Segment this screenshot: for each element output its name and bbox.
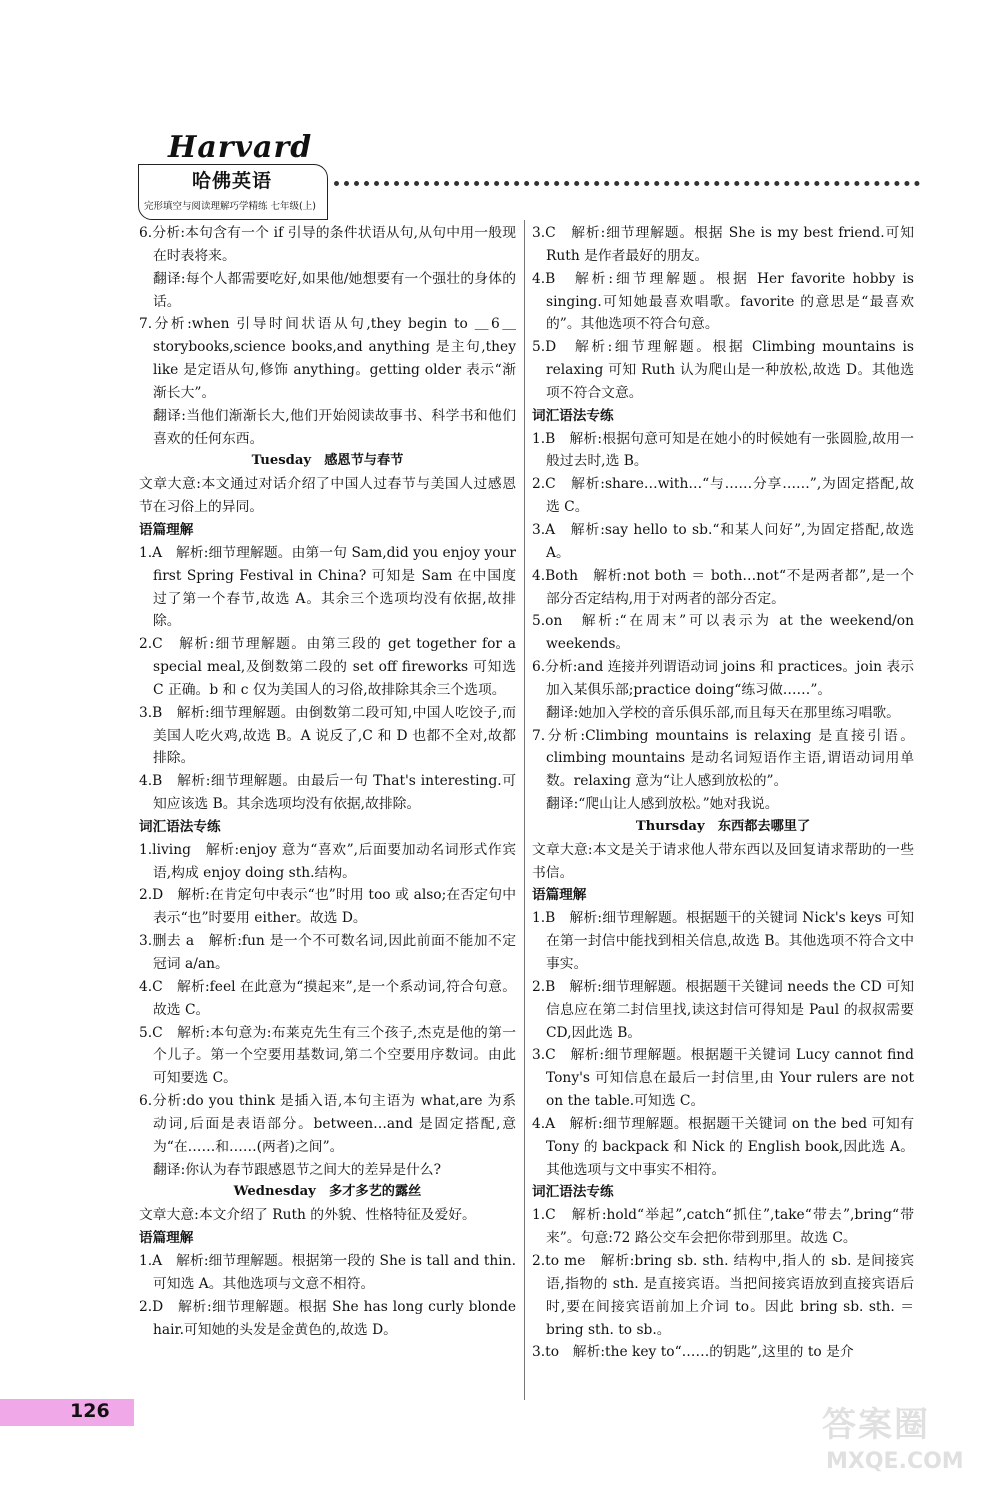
answer-item: 4.B 解析:细节理解题。由最后一句 That's interesting.可知应该选 B。其余选项均没有依据,故排除。 <box>139 773 516 813</box>
book-subtitle: 完形填空与阅读理解巧学精练 七年级(上) <box>144 201 316 212</box>
answer-item: 4.C 解析:feel 在此意为“摸起来”,是一个系动词,符合句意。故选 C。 <box>139 978 516 1018</box>
answer-item: 3.B 解析:细节理解题。由倒数第二段可知,中国人吃饺子,而美国人吃火鸡,故选 B。A 说反了,C 和 D 也都不全对,故都排除。 <box>139 704 516 767</box>
watermark-logo <box>822 1397 992 1489</box>
answer-item: 3.to 解析:the key to“……的钥匙”,这里的 to 是介 <box>532 1344 854 1361</box>
answer-item: 3.A 解析:say hello to sb.“和某人问好”,为固定搭配,故选 A。 <box>532 521 914 561</box>
page-number: 126 <box>70 1400 110 1422</box>
section-heading: 语篇理解 <box>139 1230 194 1247</box>
harvard-logo <box>138 128 328 220</box>
answer-item: 2.D 解析:在肯定句中表示“也”时用 too 或 also;在否定句中表示“也”时要用 either。故选 D。 <box>139 887 516 927</box>
page-number-badge <box>0 1399 134 1426</box>
answer-item: 2.D 解析:细节理解题。根据 She has long curly blonde hair.可知她的头发是金黄色的,故选 D。 <box>139 1298 516 1338</box>
answer-item: 1.living 解析:enjoy 意为“喜欢”,后面要加动名词形式作宾语,构成 enjoy doing sth.结构。 <box>139 841 516 881</box>
translation-note: 翻译:你认为春节跟感恩节之间大的差异是什么? <box>153 1161 441 1178</box>
answer-item: 7.分析:Climbing mountains is relaxing 是直接引语。climbing mountains 是动名词短语作主语,谓语动词用单数。relaxing 意为“让人感到放松的”。 <box>532 727 914 790</box>
day-heading: Thursday 东西都去哪里了 <box>635 818 811 834</box>
answer-item: 2.C 解析:细节理解题。由第三段的 get together for a special meal,及倒数第二段的 set off fireworks 可知选 C 正确。b 和 c 仅为美国人的习俗,故排除其余三个选项。 <box>139 636 516 698</box>
right-column <box>532 222 914 1364</box>
summary-paragraph: 文章大意:本文介绍了 Ruth 的外貌、性格特征及爱好。 <box>139 1207 476 1224</box>
answer-item: 1.A 解析:细节理解题。根据第一段的 She is tall and thin.可知选 A。其他选项与文意不相符。 <box>139 1252 516 1292</box>
answer-item: 1.B 解析:根据句意可知是在她小的时候她有一张圆脸,故用一般过去时,选 B。 <box>532 430 914 470</box>
header-dotted-rule <box>334 178 920 186</box>
answer-item: 5.on 解析:“在周末”可以表示为 at the weekend/on weekends。 <box>532 613 914 653</box>
answer-item: 7.分析:when 引导时间状语从句,they begin to ＿6＿ storybooks,science books,and anything 是主句,they like 是定语从句,修饰 anything。getting older 表示“渐渐长大”。 <box>139 316 516 401</box>
answer-item: 2.C 解析:share…with…“与……分享……”,为固定搭配,故选 C。 <box>532 476 914 516</box>
answer-item: 4.A 解析:细节理解题。根据题干关键词 on the bed 可知有 Tony 的 backpack 和 Nick 的 English book,因此选 A。其他选项与文中事实不相符。 <box>532 1115 914 1178</box>
answer-item: 6.分析:do you think 是插入语,本句主语为 what,are 为系动词,后面是表语部分。between…and 是固定搭配,意为“在……和……(两者)之间”。 <box>139 1093 516 1155</box>
section-heading: 词汇语法专练 <box>139 818 221 835</box>
answer-item: 6.分析:本句含有一个 if 引导的条件状语从句,从句中用一般现在时表将来。 <box>139 225 516 264</box>
section-heading: 词汇语法专练 <box>532 407 614 424</box>
translation-note: 翻译:当他们渐渐长大,他们开始阅读故事书、科学书和他们喜欢的任何东西。 <box>153 407 516 447</box>
left-column <box>139 222 516 1341</box>
summary-paragraph: 文章大意:本文通过对话介绍了中国人过春节与美国人过感恩节在习俗上的异同。 <box>139 476 516 516</box>
translation-note: 翻译:“爬山让人感到放松。”她对我说。 <box>546 796 779 813</box>
day-heading: Tuesday 感恩节与春节 <box>251 453 404 469</box>
brand-cn: 哈佛英语 <box>192 170 273 192</box>
column-divider <box>524 220 525 1400</box>
watermark-top: 答案圈 <box>822 1405 930 1445</box>
translation-note: 翻译:每个人都需要吃好,如果他/她想要有一个强壮的身体的话。 <box>153 270 516 310</box>
section-heading: 词汇语法专练 <box>532 1184 614 1201</box>
section-heading: 语篇理解 <box>139 521 194 538</box>
translation-note: 翻译:她加入学校的音乐俱乐部,而且每天在那里练习唱歌。 <box>546 704 900 721</box>
watermark-bottom: MXQE.COM <box>826 1449 964 1474</box>
answer-item: 3.C 解析:细节理解题。根据 She is my best friend.可知 Ruth 是作者最好的朋友。 <box>532 225 914 264</box>
section-heading: 语篇理解 <box>532 887 587 904</box>
answer-item: 3.删去 a 解析:fun 是一个不可数名词,因此前面不能加不定冠词 a/an。 <box>139 933 516 972</box>
answer-item: 1.A 解析:细节理解题。由第一句 Sam,did you enjoy your first Spring Festival in China? 可知是 Sam 在中国度过了第一个春节,故选 A。其余三个选项均没有依据,故排除。 <box>139 544 516 630</box>
answer-item: 6.分析:and 连接并列谓语动词 joins 和 practices。join 表示加入某俱乐部;practice doing“练习做……”。 <box>532 659 914 698</box>
day-heading: Wednesday 多才多艺的露丝 <box>233 1184 422 1200</box>
answer-item: 5.D 解析:细节理解题。根据 Climbing mountains is relaxing 可知 Ruth 认为爬山是一种放松,故选 D。其他选项不符合文意。 <box>532 339 914 401</box>
answer-item: 2.B 解析:细节理解题。根据题干关键词 needs the CD 可知信息应在第二封信里找,读这封信可得知是 Paul 的叔叔需要 CD,因此选 B。 <box>532 978 914 1041</box>
answer-item: 1.C 解析:hold“举起”,catch“抓住”,take“带去”,bring“带来”。句意:72 路公交车会把你带到那里。故选 C。 <box>532 1207 914 1247</box>
answer-item: 1.B 解析:细节理解题。根据题干的关键词 Nick's keys 可知在第一封信中能找到相关信息,故选 B。其他选项不符合文中事实。 <box>532 910 914 972</box>
answer-item: 4.B 解析:细节理解题。根据 Her favorite hobby is singing.可知她最喜欢唱歌。favorite 的意思是“最喜欢的”。其他选项不符合句意。 <box>532 270 914 333</box>
answer-item: 3.C 解析:细节理解题。根据题干关键词 Lucy cannot find Tony's 可知信息在最后一封信里,由 Your rulers are not on the table.可知选 C。 <box>532 1047 914 1110</box>
answer-item: 2.to me 解析:bring sb. sth. 结构中,指人的 sb. 是间接宾语,指物的 sth. 是直接宾语。当把间接宾语放到直接宾语后时,要在间接宾语前加上介词 to。因此 bring sb. sth. ＝ bring sth. to sb.。 <box>532 1252 914 1338</box>
summary-paragraph: 文章大意:本文是关于请求他人带东西以及回复请求帮助的一些书信。 <box>532 841 914 881</box>
answer-item: 4.Both 解析:not both ＝ both…not“不是两者都”,是一个部分否定结构,用于对两者的部分否定。 <box>532 567 914 607</box>
brand-en: Harvard <box>168 130 313 165</box>
answer-item: 5.C 解析:本句意为:布莱克先生有三个孩子,杰克是他的第一个儿子。第一个空要用基数词,第二个空要用序数词。由此可知要选 C。 <box>139 1024 516 1087</box>
